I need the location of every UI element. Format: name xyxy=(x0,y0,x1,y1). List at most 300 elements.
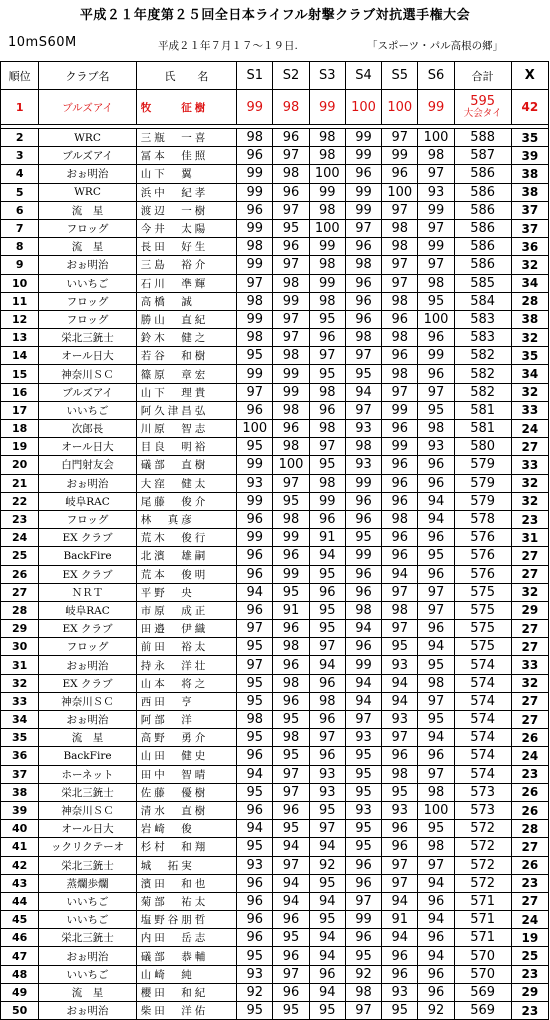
x-cell: 36 xyxy=(511,238,548,256)
x-cell: 32 xyxy=(511,256,548,274)
rank-cell: 41 xyxy=(1,838,39,856)
x-cell: 27 xyxy=(511,565,548,583)
s1-cell: 96 xyxy=(237,601,273,619)
club-cell: ブルズアイ xyxy=(39,90,136,125)
s3-cell: 99 xyxy=(309,492,345,510)
s4-cell: 93 xyxy=(345,456,381,474)
rank-cell: 3 xyxy=(1,147,39,165)
s2-cell: 94 xyxy=(273,892,309,910)
s3-cell: 98 xyxy=(309,420,345,438)
s3-cell: 93 xyxy=(309,765,345,783)
s6-cell: 95 xyxy=(418,820,454,838)
s4-cell: 99 xyxy=(345,201,381,219)
s4-cell: 93 xyxy=(345,801,381,819)
total-cell: 574 xyxy=(454,711,511,729)
table-row xyxy=(1,565,549,583)
col-s6: S6 xyxy=(418,62,454,90)
total-cell: 581 xyxy=(454,401,511,419)
s5-cell: 96 xyxy=(382,947,418,965)
total-cell: 580 xyxy=(454,438,511,456)
club-cell: いいちご xyxy=(39,965,136,983)
name-cell: 清水 直樹 xyxy=(136,801,236,819)
event-dates: 平成２１年７月１７～１９日. xyxy=(158,40,298,52)
club-cell: おぉ明治 xyxy=(39,711,136,729)
s5-cell: 94 xyxy=(382,692,418,710)
club-cell: 神奈川ＳＣ xyxy=(39,365,136,383)
table-row xyxy=(1,711,549,729)
s6-cell: 99 xyxy=(418,201,454,219)
table-row xyxy=(1,765,549,783)
s5-cell: 99 xyxy=(382,438,418,456)
s2-cell: 99 xyxy=(273,383,309,401)
total-cell: 573 xyxy=(454,783,511,801)
s5-cell: 96 xyxy=(382,310,418,328)
rank-cell: 26 xyxy=(1,565,39,583)
name-cell: 内田 岳志 xyxy=(136,929,236,947)
club-cell: 白門射友会 xyxy=(39,456,136,474)
total-cell: 574 xyxy=(454,729,511,747)
total-cell: 573 xyxy=(454,801,511,819)
x-cell: 27 xyxy=(511,547,548,565)
col-rank: 順位 xyxy=(1,62,39,90)
s3-cell: 98 xyxy=(309,129,345,147)
s5-cell: 98 xyxy=(382,238,418,256)
s3-cell: 95 xyxy=(309,1002,345,1020)
rank-cell: 48 xyxy=(1,965,39,983)
club-cell: フロッグ xyxy=(39,219,136,237)
table-row xyxy=(1,874,549,892)
name-cell: 市原 成正 xyxy=(136,601,236,619)
s6-cell: 94 xyxy=(418,638,454,656)
s2-cell: 98 xyxy=(273,165,309,183)
club-cell: WRC xyxy=(39,129,136,147)
s1-cell: 96 xyxy=(237,911,273,929)
club-cell: いいちご xyxy=(39,274,136,292)
club-cell: 栄北三銃士 xyxy=(39,929,136,947)
table-row xyxy=(1,1002,549,1020)
total-cell: 578 xyxy=(454,510,511,528)
s2-cell: 99 xyxy=(273,529,309,547)
s2-cell: 95 xyxy=(273,1002,309,1020)
s3-cell: 99 xyxy=(309,90,345,125)
name-cell: 平野 央 xyxy=(136,583,236,601)
s1-cell: 99 xyxy=(237,183,273,201)
s2-cell: 98 xyxy=(273,674,309,692)
s1-cell: 98 xyxy=(237,129,273,147)
s2-cell: 96 xyxy=(273,129,309,147)
total-cell: 579 xyxy=(454,474,511,492)
s4-cell: 95 xyxy=(345,529,381,547)
x-cell: 38 xyxy=(511,165,548,183)
s6-cell: 100 xyxy=(418,801,454,819)
s3-cell: 97 xyxy=(309,820,345,838)
s4-cell: 95 xyxy=(345,947,381,965)
total-cell: 576 xyxy=(454,547,511,565)
s1-cell: 95 xyxy=(237,1002,273,1020)
rank-cell: 47 xyxy=(1,947,39,965)
total-cell: 584 xyxy=(454,292,511,310)
table-row xyxy=(1,656,549,674)
s4-cell: 96 xyxy=(345,874,381,892)
s6-cell: 93 xyxy=(418,183,454,201)
s6-cell: 95 xyxy=(418,401,454,419)
s1-cell: 95 xyxy=(237,347,273,365)
rank-cell: 49 xyxy=(1,983,39,1001)
s2-cell: 98 xyxy=(273,438,309,456)
s1-cell: 99 xyxy=(237,90,273,125)
name-cell: 高野 勇介 xyxy=(136,729,236,747)
s3-cell: 96 xyxy=(309,747,345,765)
s3-cell: 99 xyxy=(309,274,345,292)
s1-cell: 96 xyxy=(237,874,273,892)
s4-cell: 99 xyxy=(345,547,381,565)
s6-cell: 97 xyxy=(418,165,454,183)
name-cell: 鈴木 健之 xyxy=(136,329,236,347)
table-row xyxy=(1,983,549,1001)
s2-cell: 98 xyxy=(273,638,309,656)
s6-cell: 97 xyxy=(418,583,454,601)
rank-cell: 34 xyxy=(1,711,39,729)
s5-cell: 97 xyxy=(382,856,418,874)
x-cell: 19 xyxy=(511,929,548,947)
s6-cell: 93 xyxy=(418,438,454,456)
s5-cell: 96 xyxy=(382,420,418,438)
name-cell: 三島 裕介 xyxy=(136,256,236,274)
s5-cell: 97 xyxy=(382,201,418,219)
rank-cell: 6 xyxy=(1,201,39,219)
s5-cell: 96 xyxy=(382,474,418,492)
s2-cell: 94 xyxy=(273,838,309,856)
s4-cell: 95 xyxy=(345,838,381,856)
s6-cell: 99 xyxy=(418,347,454,365)
s5-cell: 93 xyxy=(382,656,418,674)
s5-cell: 98 xyxy=(382,365,418,383)
name-cell: 今井 太陽 xyxy=(136,219,236,237)
rank-cell: 33 xyxy=(1,692,39,710)
rank-cell: 44 xyxy=(1,892,39,910)
name-cell: 高橋 誠 xyxy=(136,292,236,310)
club-cell: 流 星 xyxy=(39,201,136,219)
s2-cell: 91 xyxy=(273,601,309,619)
s2-cell: 97 xyxy=(273,256,309,274)
s1-cell: 99 xyxy=(237,256,273,274)
s6-cell: 98 xyxy=(418,147,454,165)
name-cell: 濱田 和也 xyxy=(136,874,236,892)
name-cell: 長田 好生 xyxy=(136,238,236,256)
table-row xyxy=(1,492,549,510)
club-cell: 流 星 xyxy=(39,983,136,1001)
s4-cell: 98 xyxy=(345,983,381,1001)
s3-cell: 97 xyxy=(309,438,345,456)
s1-cell: 95 xyxy=(237,783,273,801)
name-cell: 浜中 紀孝 xyxy=(136,183,236,201)
s4-cell: 94 xyxy=(345,692,381,710)
s4-cell: 96 xyxy=(345,510,381,528)
s4-cell: 99 xyxy=(345,474,381,492)
s5-cell: 96 xyxy=(382,547,418,565)
s3-cell: 92 xyxy=(309,856,345,874)
s6-cell: 99 xyxy=(418,238,454,256)
s1-cell: 99 xyxy=(237,492,273,510)
x-cell: 29 xyxy=(511,601,548,619)
s4-cell: 96 xyxy=(345,583,381,601)
rank-cell: 30 xyxy=(1,638,39,656)
s4-cell: 95 xyxy=(345,365,381,383)
s3-cell: 98 xyxy=(309,474,345,492)
name-cell: 山下 理貴 xyxy=(136,383,236,401)
s2-cell: 95 xyxy=(273,711,309,729)
s6-cell: 95 xyxy=(418,292,454,310)
s2-cell: 98 xyxy=(273,274,309,292)
table-row xyxy=(1,238,549,256)
s1-cell: 97 xyxy=(237,620,273,638)
s5-cell: 94 xyxy=(382,565,418,583)
rank-cell: 18 xyxy=(1,420,39,438)
s5-cell: 100 xyxy=(382,183,418,201)
x-cell: 23 xyxy=(511,1002,548,1020)
club-cell: おぉ明治 xyxy=(39,1002,136,1020)
x-cell: 29 xyxy=(511,983,548,1001)
club-cell: おぉ明治 xyxy=(39,947,136,965)
s5-cell: 98 xyxy=(382,765,418,783)
name-cell: 若谷 和樹 xyxy=(136,347,236,365)
table-row xyxy=(1,929,549,947)
s4-cell: 96 xyxy=(345,165,381,183)
rank-cell: 36 xyxy=(1,747,39,765)
name-cell: 山本 将之 xyxy=(136,674,236,692)
s1-cell: 96 xyxy=(237,929,273,947)
s6-cell: 95 xyxy=(418,711,454,729)
s2-cell: 96 xyxy=(273,947,309,965)
table-row xyxy=(1,183,549,201)
x-cell: 34 xyxy=(511,365,548,383)
s1-cell: 96 xyxy=(237,401,273,419)
table-row xyxy=(1,365,549,383)
x-cell: 32 xyxy=(511,329,548,347)
club-cell: ックリクテーオ xyxy=(39,838,136,856)
s3-cell: 95 xyxy=(309,620,345,638)
s6-cell: 97 xyxy=(418,692,454,710)
total-cell: 586 xyxy=(454,201,511,219)
s6-cell: 96 xyxy=(418,365,454,383)
s1-cell: 93 xyxy=(237,856,273,874)
s5-cell: 96 xyxy=(382,165,418,183)
name-cell: 杉村 和翔 xyxy=(136,838,236,856)
s6-cell: 96 xyxy=(418,747,454,765)
table-row xyxy=(1,401,549,419)
name-cell: 牧 征樹 xyxy=(136,90,236,125)
club-cell: 栄北三銃士 xyxy=(39,783,136,801)
club-cell: おぉ明治 xyxy=(39,474,136,492)
club-cell: フロッグ xyxy=(39,510,136,528)
name-cell: 菊部 祐太 xyxy=(136,892,236,910)
s2-cell: 98 xyxy=(273,729,309,747)
s5-cell: 97 xyxy=(382,583,418,601)
s5-cell: 96 xyxy=(382,820,418,838)
name-cell: 田中 智晴 xyxy=(136,765,236,783)
results-table xyxy=(0,61,549,1020)
s1-cell: 97 xyxy=(237,274,273,292)
s1-cell: 95 xyxy=(237,947,273,965)
s3-cell: 94 xyxy=(309,929,345,947)
s6-cell: 96 xyxy=(418,456,454,474)
name-cell: 北濱 雄嗣 xyxy=(136,547,236,565)
total-cell: 576 xyxy=(454,529,511,547)
s5-cell: 99 xyxy=(382,147,418,165)
s2-cell: 97 xyxy=(273,965,309,983)
rank-cell: 45 xyxy=(1,911,39,929)
x-cell: 23 xyxy=(511,965,548,983)
table-row xyxy=(1,438,549,456)
table-row xyxy=(1,474,549,492)
s4-cell: 97 xyxy=(345,401,381,419)
table-row xyxy=(1,420,549,438)
s3-cell: 97 xyxy=(309,729,345,747)
s4-cell: 95 xyxy=(345,747,381,765)
club-cell: オール日大 xyxy=(39,438,136,456)
rank-cell: 39 xyxy=(1,801,39,819)
rank-cell: 50 xyxy=(1,1002,39,1020)
x-cell: 26 xyxy=(511,801,548,819)
club-cell: ブルズアイ xyxy=(39,383,136,401)
s3-cell: 94 xyxy=(309,983,345,1001)
x-cell: 28 xyxy=(511,820,548,838)
name-cell: 前田 裕太 xyxy=(136,638,236,656)
s4-cell: 99 xyxy=(345,656,381,674)
total-cell: 585 xyxy=(454,274,511,292)
rank-cell: 14 xyxy=(1,347,39,365)
s6-cell: 94 xyxy=(418,874,454,892)
rank-cell: 43 xyxy=(1,874,39,892)
s2-cell: 95 xyxy=(273,583,309,601)
s1-cell: 97 xyxy=(237,383,273,401)
s6-cell: 98 xyxy=(418,783,454,801)
rank-cell: 40 xyxy=(1,820,39,838)
s5-cell: 96 xyxy=(382,492,418,510)
s2-cell: 96 xyxy=(273,547,309,565)
rank-cell: 24 xyxy=(1,529,39,547)
rank-cell: 15 xyxy=(1,365,39,383)
s1-cell: 98 xyxy=(237,238,273,256)
s1-cell: 93 xyxy=(237,965,273,983)
s3-cell: 98 xyxy=(309,256,345,274)
total-cell: 572 xyxy=(454,820,511,838)
name-cell: 礒部 直樹 xyxy=(136,456,236,474)
name-cell: 冨本 佳照 xyxy=(136,147,236,165)
s1-cell: 99 xyxy=(237,529,273,547)
total-cell: 570 xyxy=(454,965,511,983)
name-cell: 篠原 章宏 xyxy=(136,365,236,383)
s6-cell: 96 xyxy=(418,965,454,983)
table-row xyxy=(1,638,549,656)
total-cell: 574 xyxy=(454,656,511,674)
s1-cell: 99 xyxy=(237,219,273,237)
s5-cell: 93 xyxy=(382,983,418,1001)
s4-cell: 99 xyxy=(345,147,381,165)
header-row xyxy=(1,62,549,90)
s4-cell: 96 xyxy=(345,492,381,510)
total-cell: 574 xyxy=(454,765,511,783)
table-row xyxy=(1,801,549,819)
s2-cell: 98 xyxy=(273,347,309,365)
s5-cell: 98 xyxy=(382,329,418,347)
total-cell: 586 xyxy=(454,165,511,183)
s6-cell: 97 xyxy=(418,219,454,237)
s1-cell: 94 xyxy=(237,583,273,601)
s2-cell: 99 xyxy=(273,292,309,310)
table-row xyxy=(1,310,549,328)
s3-cell: 97 xyxy=(309,347,345,365)
s2-cell: 97 xyxy=(273,201,309,219)
s4-cell: 99 xyxy=(345,129,381,147)
s6-cell: 97 xyxy=(418,856,454,874)
rank-cell: 32 xyxy=(1,674,39,692)
table-row xyxy=(1,838,549,856)
table-row xyxy=(1,292,549,310)
rank-cell: 16 xyxy=(1,383,39,401)
rank-cell: 2 xyxy=(1,129,39,147)
s3-cell: 94 xyxy=(309,656,345,674)
s6-cell: 98 xyxy=(418,838,454,856)
s1-cell: 96 xyxy=(237,747,273,765)
s5-cell: 96 xyxy=(382,456,418,474)
s2-cell: 96 xyxy=(273,656,309,674)
s2-cell: 95 xyxy=(273,820,309,838)
s5-cell: 97 xyxy=(382,729,418,747)
total-cell: 571 xyxy=(454,911,511,929)
total-cell: 586 xyxy=(454,238,511,256)
table-row xyxy=(1,747,549,765)
s2-cell: 98 xyxy=(273,510,309,528)
rank-cell: 22 xyxy=(1,492,39,510)
x-cell: 39 xyxy=(511,147,548,165)
club-cell: EX クラブ xyxy=(39,674,136,692)
club-cell: EX クラブ xyxy=(39,529,136,547)
s4-cell: 98 xyxy=(345,438,381,456)
club-cell: BackFire xyxy=(39,747,136,765)
rank-cell: 12 xyxy=(1,310,39,328)
s1-cell: 98 xyxy=(237,329,273,347)
x-cell: 27 xyxy=(511,838,548,856)
s1-cell: 99 xyxy=(237,310,273,328)
total-cell: 571 xyxy=(454,892,511,910)
s6-cell: 99 xyxy=(418,90,454,125)
x-cell: 38 xyxy=(511,183,548,201)
total-cell: 586 xyxy=(454,219,511,237)
s1-cell: 95 xyxy=(237,438,273,456)
s4-cell: 96 xyxy=(345,929,381,947)
total-cell: 572 xyxy=(454,838,511,856)
s5-cell: 95 xyxy=(382,1002,418,1020)
table-row xyxy=(1,583,549,601)
table-row xyxy=(1,165,549,183)
s2-cell: 96 xyxy=(273,692,309,710)
s2-cell: 95 xyxy=(273,492,309,510)
s3-cell: 96 xyxy=(309,401,345,419)
x-cell: 28 xyxy=(511,292,548,310)
s5-cell: 97 xyxy=(382,129,418,147)
s3-cell: 94 xyxy=(309,547,345,565)
total-cell: 586 xyxy=(454,183,511,201)
s4-cell: 96 xyxy=(345,238,381,256)
rank-cell: 37 xyxy=(1,765,39,783)
rank-cell: 46 xyxy=(1,929,39,947)
s5-cell: 91 xyxy=(382,911,418,929)
name-cell: 城 拓実 xyxy=(136,856,236,874)
s5-cell: 96 xyxy=(382,347,418,365)
s6-cell: 97 xyxy=(418,601,454,619)
s6-cell: 97 xyxy=(418,383,454,401)
